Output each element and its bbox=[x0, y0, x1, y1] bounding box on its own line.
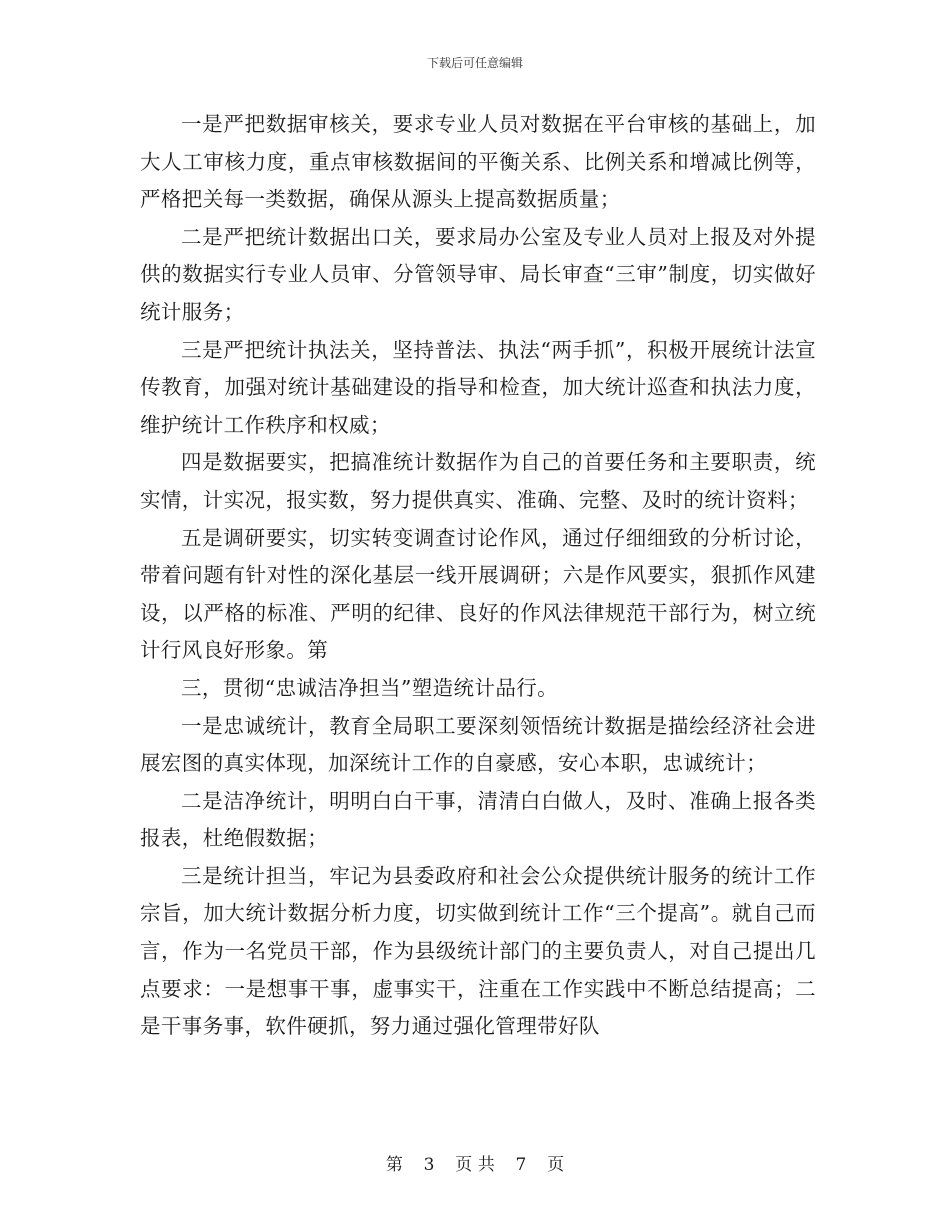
footer-middle: 页 共 bbox=[455, 1155, 495, 1175]
footer-total-pages: 7 bbox=[515, 1155, 527, 1175]
paragraph-3: 三是严把统计执法关，坚持普法、执法“两手抓”，积极开展统计法宣传教育，加强对统计基础建设的指导和检查，加大统计巡查和执法力度，维护统计工作秩序和权威； bbox=[140, 337, 816, 437]
paragraph-5: 五是调研要实，切实转变调查讨论作风，通过仔细细致的分析讨论，带着问题有针对性的深化基层一线开展调研；六是作风要实，狠抓作风建设，以严格的标准、严明的纪律、良好的作风法律规范干部行为，树立统计行风良好形象。第 bbox=[140, 525, 816, 663]
paragraph-8: 二是洁净统计，明明白白干事，清清白白做人，及时、准确上报各类报表，杜绝假数据； bbox=[140, 788, 816, 851]
footer-prefix: 第 bbox=[385, 1155, 403, 1175]
footer-current-page: 3 bbox=[423, 1155, 435, 1175]
paragraph-7: 一是忠诚统计，教育全局职工要深刻领悟统计数据是描绘经济社会进展宏图的真实体现，加深统计工作的自豪感，安心本职，忠诚统计； bbox=[140, 713, 816, 776]
page-header: 下载后可任意编辑 bbox=[426, 56, 523, 70]
paragraph-4: 四是数据要实，把搞准统计数据作为自己的首要任务和主要职责，统实情，计实况，报实数，努力提供真实、准确、完整、及时的统计资料； bbox=[140, 450, 816, 512]
footer-suffix: 页 bbox=[547, 1155, 565, 1175]
paragraph-6: 三，贯彻“忠诚洁净担当”塑造统计品行。 bbox=[181, 675, 559, 700]
paragraph-2: 二是严把统计数据出口关，要求局办公室及专业人员对上报及对外提供的数据实行专业人员审、分管领导审、局长审查“三审”制度，切实做好统计服务； bbox=[140, 224, 816, 324]
paragraph-9: 三是统计担当，牢记为县委政府和社会公众提供统计服务的统计工作宗旨，加大统计数据分析力度，切实做到统计工作“三个提高”。就自己而言，作为一名党员干部，作为县级统计部门的主要负责人，对自己提出几点要求：一是想事干事，虚事实干，注重在工作实践中不断总结提高；二是干事务事，软件硬抓，努力通过强化管理带好队 bbox=[140, 863, 816, 1039]
document-body bbox=[140, 106, 816, 1046]
paragraph-1: 一是严把数据审核关，要求专业人员对数据在平台审核的基础上，加大人工审核力度，重点审核数据间的平衡关系、比例关系和增减比例等，严格把关每一类数据，确保从源头上提高数据质量； bbox=[140, 112, 816, 212]
page-footer bbox=[0, 1150, 950, 1175]
